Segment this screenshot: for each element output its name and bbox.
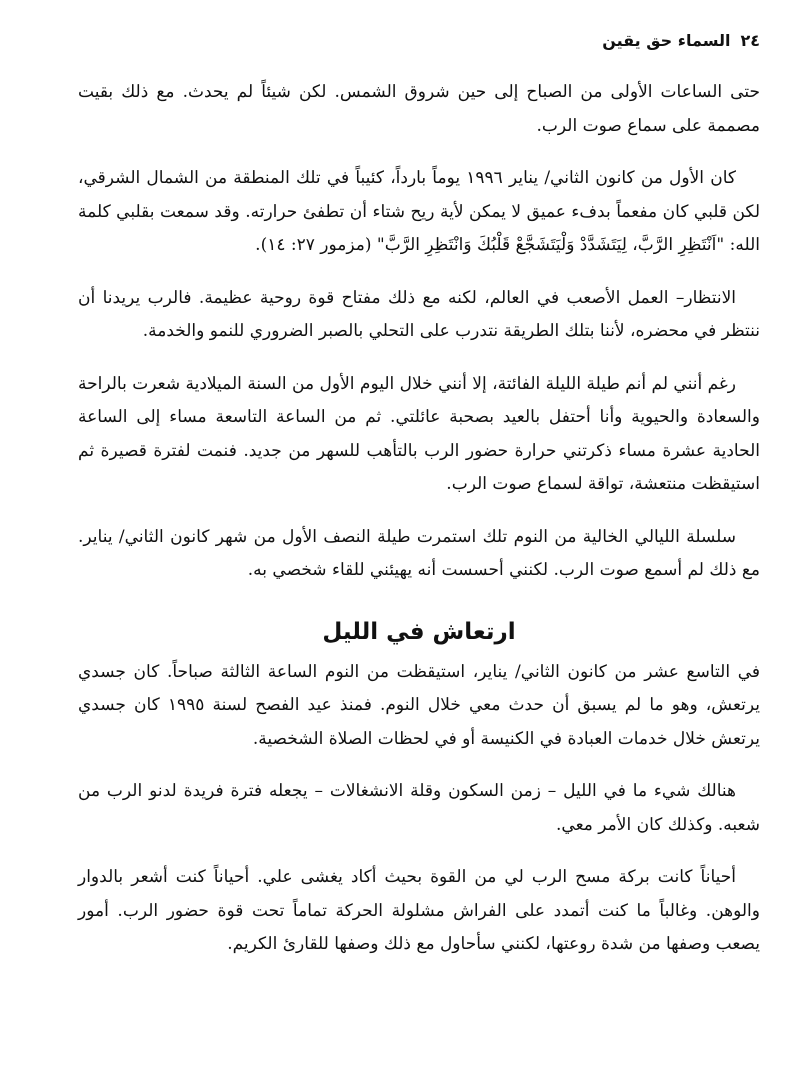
- book-title: السماء حق يقين: [602, 31, 731, 50]
- paragraph-waiting: الانتظار– العمل الأصعب في العالم، لكنه مع ذلك مفتاح قوة روحية عظيمة. فالرب يريدنا أن ننتظر في محضره، لأننا بتلك الطريقة نتدرب على التحلي بالصبر الضروري للنمو والخدمة.: [78, 287, 760, 341]
- page-number: ٢٤: [740, 31, 760, 50]
- paragraph-anointing: أحياناً كانت بركة مسح الرب لي من القوة بحيث أكاد يغشى علي. أحياناً كنت أشعر بالدوار والوهن. وغالباً ما كنت أتمدد على الفراش مشلولة الحركة تماماً تحت قوة حضور الرب. أمور يصعب وصفها من شدة روعتها، لكنني سأحاول مع ذلك وصفها للقارئ الكريم.: [78, 867, 760, 954]
- paragraph-sleepless-night: رغم أنني لم أنم طيلة الليلة الفائتة، إلا أنني خلال اليوم الأول من السنة الميلادية شعرت بالراحة والسعادة والحيوية وأنا أحتفل بالعيد بصحبة عائلتي. ثم من الساعة التاسعة مساء إلى الساعة الحادية عشرة مساء ذكرتني حرارة حضور الرب بالتأهب للسهر من جديد. فنمت لفترة قصيرة ثم استيقظت منتعشة، تواقة لسماع صوت الرب.: [78, 373, 760, 494]
- running-header: [78, 30, 760, 52]
- paragraph-series-of-nights: سلسلة الليالي الخالية من النوم تلك استمرت طيلة النصف الأول من شهر كانون الثاني/ يناير. مع ذلك لم أسمع صوت الرب. لكنني أحسست أنه يهيئني للقاء شخصي به.: [78, 526, 760, 580]
- paragraph-new-year: كان الأول من كانون الثاني/ يناير ١٩٩٦ يوماً بارداً، كئيباً في تلك المنطقة من الشمال الشرقي، لكن قلبي كان مفعماً بدفء عميق لا يمكن لأية ريح شتاء أن تطفئ حرارته. وقد سمعت بقلبي كلمة الله: "اَنْتَظِرِ الرَّبَّ، لِيَتَشَدَّدْ وَلْيَتَشَجَّعْ قَلْبُكَ وَانْتَظِرِ الرَّبَّ" (مزمور ٢٧: ١٤).: [78, 168, 760, 255]
- paragraph-continuation: حتى الساعات الأولى من الصباح إلى حين شروق الشمس. لكن شيئاً لم يحدث. مع ذلك بقيت مصممة على سماع صوت الرب.: [78, 82, 760, 136]
- section-heading: ارتعاش في الليل: [322, 618, 516, 645]
- paragraph-night-stillness: هنالك شيء ما في الليل – زمن السكون وقلة الانشغالات – يجعله فترة فريدة لدنو الرب من شعبه. وكذلك كان الأمر معي.: [78, 781, 760, 835]
- paragraph-trembling: في التاسع عشر من كانون الثاني/ يناير، استيقظت من النوم الساعة الثالثة صباحاً. كان جسدي يرتعش، وهو ما لم يسبق أن حدث معي خلال النوم. فمنذ عيد الفصح لسنة ١٩٩٥ كان جسدي يرتعش خلال خدمات العبادة في الكنيسة أو في لحظات الصلاة الشخصية.: [78, 661, 760, 749]
